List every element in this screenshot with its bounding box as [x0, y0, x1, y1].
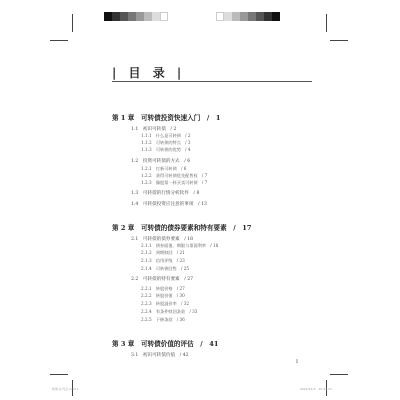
footer-timestamp: 2021/11/3 10:43:11 — [300, 387, 332, 391]
crop-mark-tl-v — [72, 14, 73, 32]
crop-mark-tl-h — [50, 40, 68, 41]
crop-mark-tr-v — [326, 14, 327, 32]
toc-section-entry: 1.3 可转债的行情分析软件 / 8 — [131, 191, 200, 196]
toc-section-entry: 1.1 初识可转债 / 2 — [131, 127, 177, 132]
page-title: | 目 录 | — [112, 66, 186, 80]
toc-section-entry: 2.2.2 转股价值 / 30 — [141, 293, 185, 298]
toc-section-entry: 2.2.1 转股价格 / 27 — [141, 286, 185, 291]
toc-section-entry: 2.1 可转债的债券要素 / 18 — [131, 237, 194, 242]
calibration-bar-left — [104, 12, 168, 21]
toc-section-entry: 3.1 初识可转债价值 / 42 — [131, 353, 189, 358]
toc-section-entry: 2.1.1 债券面值、期限与票面利率 / 18 — [141, 243, 219, 248]
crop-mark-tr-h — [330, 40, 348, 41]
toc-section-entry: 2.1.2 到期赎回 / 21 — [141, 250, 185, 255]
toc-section-entry: 2.2 可转债的特有要素 / 27 — [131, 277, 194, 282]
toc-section-entry: 1.2.1 打新可转债 / 6 — [141, 166, 187, 171]
toc-section-entry: 1.1.2 可转债的特点 / 3 — [141, 140, 191, 145]
toc-section-entry: 2.2.5 下修条款 / 36 — [141, 317, 185, 322]
toc-section-entry: 1.1.1 什么是可转债 / 2 — [141, 133, 191, 138]
calibration-bar-right — [216, 12, 280, 21]
toc-section-entry: 2.2.4 有条件赎回条款 / 33 — [141, 309, 198, 314]
toc-section-entry: 1.2 投资可转债的方式 / 6 — [131, 159, 191, 164]
toc-section-entry: 1.2.2 获得可转债优先配售权 / 7 — [141, 173, 208, 178]
crop-mark-br-h — [330, 374, 348, 375]
page-number: I — [296, 359, 298, 365]
toc-section-entry: 1.2.3 像股票一样买卖可转债 / 7 — [141, 180, 208, 185]
toc-section-entry: 1.4 可转债投资应注意的事项 / 13 — [131, 202, 207, 207]
toc-section-entry: 2.2.3 转股溢价率 / 32 — [141, 301, 190, 306]
toc-chapter-entry: 第 1 章 可转债投资快速入门 / 1 — [112, 114, 221, 122]
toc-section-entry: 2.1.3 信用评级 / 23 — [141, 258, 185, 263]
footer-file-info: 转债书-内文.indd 1 — [52, 387, 79, 391]
toc-section-entry: 2.1.4 可转债回售 / 25 — [141, 266, 190, 271]
crop-mark-bl-h — [50, 374, 68, 375]
toc-section-entry: 1.1.3 可转债的优势 / 4 — [141, 147, 191, 152]
toc-chapter-entry: 第 2 章 可转债的债券要素和特有要素 / 17 — [112, 224, 252, 232]
title-rule — [112, 81, 312, 82]
toc-chapter-entry: 第 3 章 可转债价值的评估 / 41 — [112, 340, 219, 348]
